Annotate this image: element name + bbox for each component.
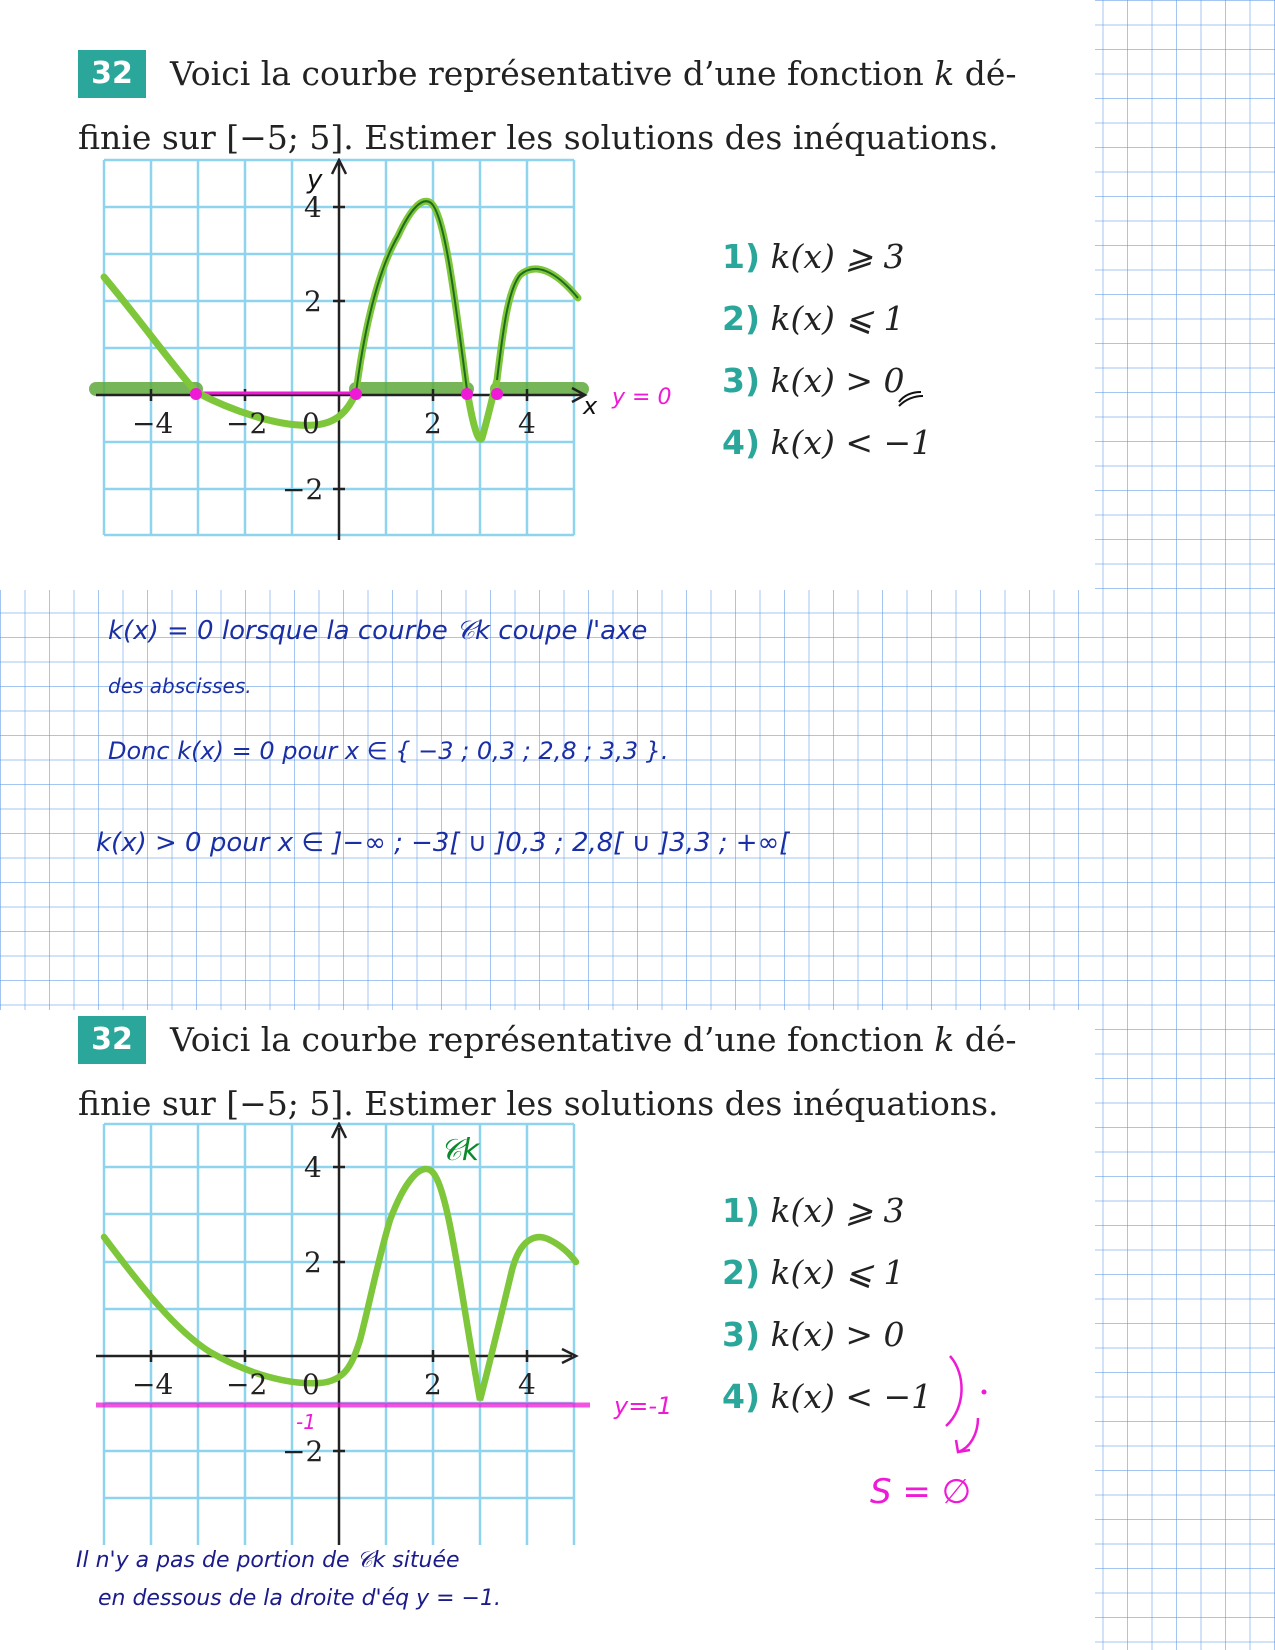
handwritten-line-2: des abscisses. <box>108 674 252 698</box>
exercise-number: 32 <box>78 1016 146 1064</box>
function-graph <box>80 1122 700 1562</box>
handwritten-note-1: Il n'y a pas de portion de 𝒞k située <box>76 1548 460 1573</box>
x-tick: 0 <box>302 1368 320 1401</box>
x-tick: −4 <box>132 1368 174 1401</box>
question-item: 3) k(x) > 0 <box>722 361 905 400</box>
function-graph <box>80 158 700 578</box>
minus-one-mark: -1 <box>296 1410 316 1434</box>
question-list <box>722 1180 932 1428</box>
question-item: 3) k(x) > 0 <box>722 1315 905 1354</box>
line-annotation: y = 0 <box>612 385 672 410</box>
x-tick: −4 <box>132 407 174 440</box>
question-item: 2) k(x) ⩽ 1 <box>722 1253 905 1292</box>
exercise-number: 32 <box>78 50 146 98</box>
y-axis-label: y <box>307 165 323 195</box>
y-tick: 4 <box>304 1151 322 1184</box>
y-tick: 4 <box>304 191 322 224</box>
question-item: 4) k(x) < −1 <box>722 1377 933 1416</box>
curve-label: 𝒞k <box>440 1133 480 1168</box>
answer-arrow <box>940 1348 1050 1458</box>
exercise-statement: Voici la courbe représentative d’une fonction k dé- finie sur [−5; 5]. Estimer les solutions des inéquations. <box>78 54 1017 157</box>
question-item: 1) k(x) ⩾ 3 <box>722 1191 905 1230</box>
x-tick: −2 <box>226 1368 268 1401</box>
exercise-statement: Voici la courbe représentative d’une fonction k dé- finie sur [−5; 5]. Estimer les solutions des inéquations. <box>78 1020 1017 1123</box>
question-item: 4) k(x) < −1 <box>722 423 933 462</box>
x-tick: 4 <box>518 1368 536 1401</box>
y-tick: 2 <box>304 1246 322 1279</box>
handwritten-line-1: k(x) = 0 lorsque la courbe 𝒞k coupe l'axe <box>108 616 648 646</box>
question-item: 1) k(x) ⩾ 3 <box>722 237 905 276</box>
x-tick: 4 <box>518 407 536 440</box>
x-axis-label: x <box>583 392 598 420</box>
answer-set: S = ∅ <box>870 1472 972 1512</box>
handwritten-line-4: k(x) > 0 pour x ∈ ]−∞ ; −3[ ∪ ]0,3 ; 2,8[ ∪ ]3,3 ; +∞[ <box>96 828 790 858</box>
x-tick: 2 <box>424 407 442 440</box>
x-tick: −2 <box>226 407 268 440</box>
line-annotation: y=-1 <box>614 1392 673 1420</box>
x-tick: 2 <box>424 1368 442 1401</box>
question-list <box>722 226 932 474</box>
y-tick: 2 <box>304 285 322 318</box>
question-item: 2) k(x) ⩽ 1 <box>722 299 905 338</box>
underline-mark <box>895 388 925 408</box>
x-tick: 0 <box>302 407 320 440</box>
handwritten-note-2: en dessous de la droite d'éq y = −1. <box>98 1586 501 1611</box>
y-tick: −2 <box>282 473 324 506</box>
exercise-1 <box>0 0 1095 590</box>
handwritten-line-3: Donc k(x) = 0 pour x ∈ { −3 ; 0,3 ; 2,8 ; 3,3 }. <box>108 737 669 765</box>
y-tick: −2 <box>282 1435 324 1468</box>
